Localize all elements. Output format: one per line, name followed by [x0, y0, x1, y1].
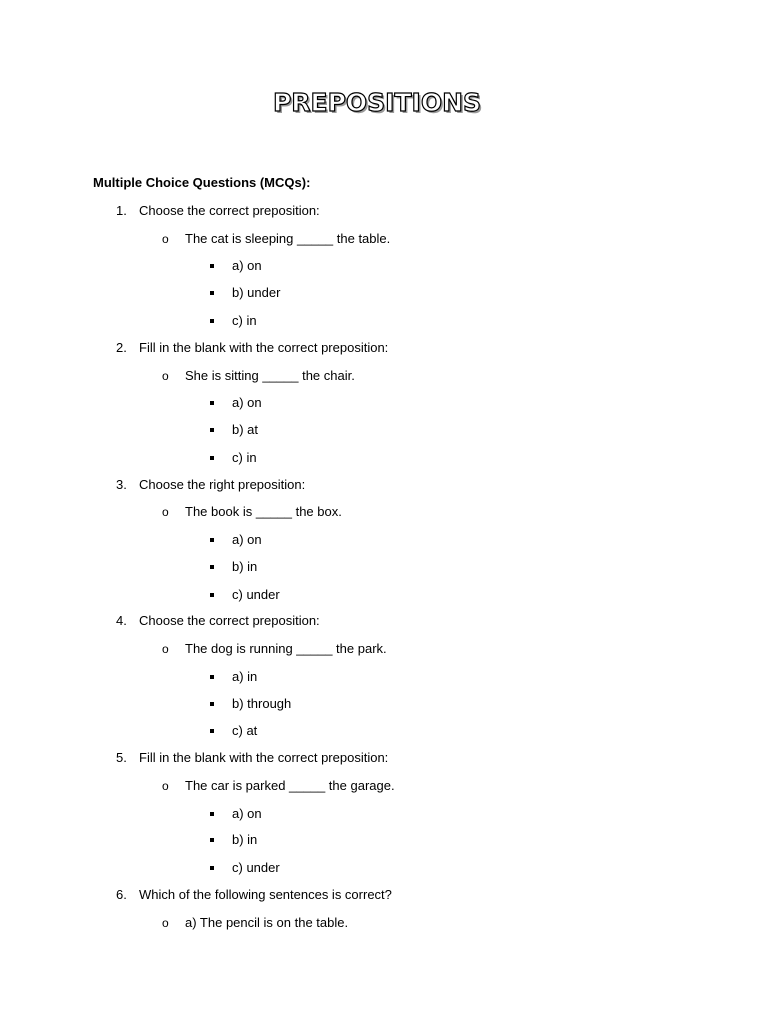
question-sentence — [162, 504, 342, 520]
answer-option — [209, 696, 291, 712]
option-text: b) under — [232, 285, 281, 300]
question-prompt: Choose the correct preposition: — [139, 203, 320, 218]
option-text: a) in — [232, 669, 258, 684]
question-sentence — [162, 915, 348, 931]
option-text: c) in — [232, 450, 257, 465]
question-prompt: Fill in the blank with the correct preposition: — [139, 750, 389, 765]
answer-option — [209, 422, 258, 438]
question-item — [116, 750, 388, 766]
question-number: 6. — [116, 887, 127, 902]
answer-option — [209, 532, 262, 548]
question-number: 2. — [116, 340, 127, 355]
circle-bullet-icon: o — [162, 369, 169, 383]
question-item — [116, 340, 388, 356]
answer-option — [209, 450, 257, 466]
question-number: 5. — [116, 750, 127, 765]
question-prompt: Fill in the blank with the correct preposition: — [139, 340, 389, 355]
answer-option — [209, 860, 280, 876]
sentence-text: She is sitting _____ the chair. — [185, 368, 355, 383]
option-text: c) at — [232, 723, 258, 738]
answer-option — [209, 832, 257, 848]
answer-option — [209, 258, 262, 274]
page-title: PREPOSITIONS — [272, 88, 482, 117]
answer-option — [209, 395, 262, 411]
answer-option — [209, 559, 257, 575]
question-sentence — [162, 641, 387, 657]
option-text: b) in — [232, 559, 258, 574]
question-prompt: Which of the following sentences is correct? — [139, 887, 392, 902]
question-number: 3. — [116, 477, 127, 492]
question-item — [116, 477, 305, 493]
option-text: b) in — [232, 832, 258, 847]
option-text: c) under — [232, 860, 280, 875]
circle-bullet-icon: o — [162, 916, 169, 930]
answer-option — [209, 313, 257, 329]
answer-option — [209, 669, 257, 685]
question-item — [116, 887, 392, 903]
answer-option — [209, 285, 280, 301]
answer-option — [209, 587, 280, 603]
question-sentence — [162, 368, 355, 384]
option-text: c) in — [232, 313, 257, 328]
option-text: b) at — [232, 422, 259, 437]
option-text: a) on — [232, 258, 262, 273]
sentence-text: The cat is sleeping _____ the table. — [185, 231, 391, 246]
question-item — [116, 613, 320, 629]
section-heading: Multiple Choice Questions (MCQs): — [93, 175, 311, 190]
question-sentence — [162, 778, 395, 794]
option-text: c) under — [232, 587, 280, 602]
sentence-text: The book is _____ the box. — [185, 504, 342, 519]
question-item — [116, 203, 320, 219]
answer-option — [209, 723, 257, 739]
sentence-text: The dog is running _____ the park. — [185, 641, 387, 656]
sentence-text: The car is parked _____ the garage. — [185, 778, 395, 793]
circle-bullet-icon: o — [162, 505, 169, 519]
question-sentence — [162, 231, 390, 247]
option-text: a) on — [232, 395, 262, 410]
circle-bullet-icon: o — [162, 779, 169, 793]
option-text: b) through — [232, 696, 292, 711]
sentence-text: a) The pencil is on the table. — [185, 915, 349, 930]
circle-bullet-icon: o — [162, 642, 169, 656]
question-prompt: Choose the correct preposition: — [139, 613, 320, 628]
question-number: 1. — [116, 203, 127, 218]
answer-option — [209, 806, 262, 822]
question-number: 4. — [116, 613, 127, 628]
option-text: a) on — [232, 806, 262, 821]
question-prompt: Choose the right preposition: — [139, 477, 306, 492]
circle-bullet-icon: o — [162, 232, 169, 246]
option-text: a) on — [232, 532, 262, 547]
